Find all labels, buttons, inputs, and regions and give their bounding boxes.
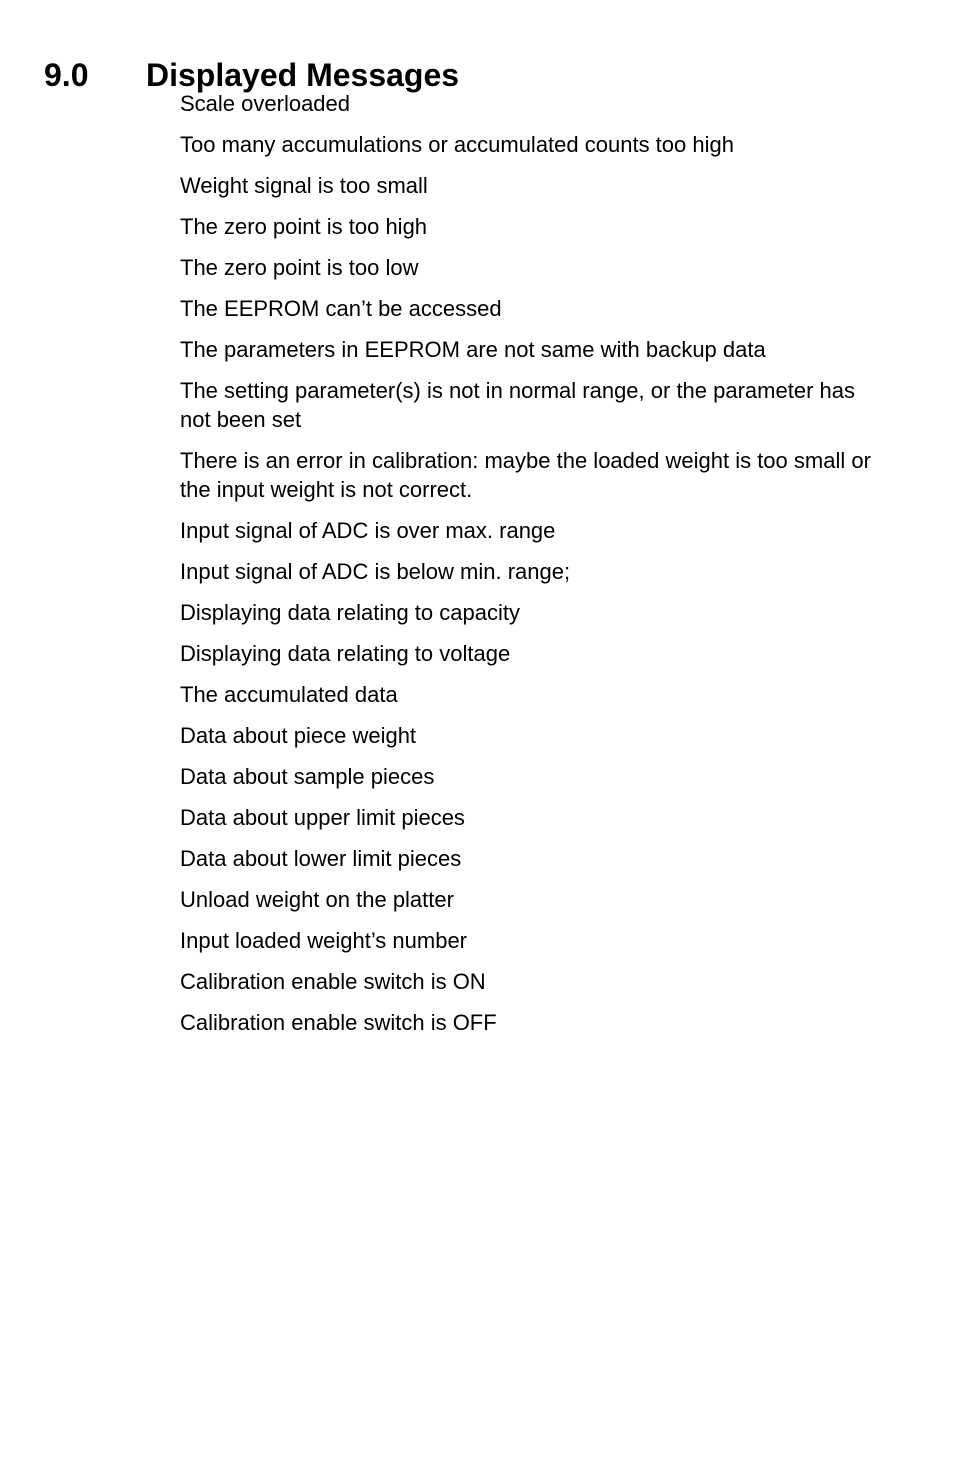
message-item: Calibration enable switch is ON bbox=[180, 969, 486, 994]
message-item: Scale overloaded bbox=[180, 91, 351, 116]
message-item: The accumulated data bbox=[180, 682, 398, 707]
message-item: Input signal of ADC is below min. range; bbox=[180, 559, 571, 584]
message-item: The zero point is too high bbox=[180, 214, 428, 239]
message-item: Weight signal is too small bbox=[180, 173, 428, 198]
message-item: Displaying data relating to voltage bbox=[180, 641, 511, 666]
message-item: Too many accumulations or accumulated counts too high bbox=[180, 132, 734, 157]
section-title: Displayed Messages bbox=[146, 57, 460, 94]
message-item: The parameters in EEPROM are not same with backup data bbox=[180, 337, 766, 362]
message-list bbox=[180, 89, 880, 1049]
section-number: 9.0 bbox=[44, 57, 89, 94]
message-item: Input loaded weight’s number bbox=[180, 928, 468, 953]
message-item: Data about sample pieces bbox=[180, 764, 435, 789]
message-item: Input signal of ADC is over max. range bbox=[180, 518, 556, 543]
message-item: The setting parameter(s) is not in normal range, or the parameter has not been set bbox=[180, 378, 855, 432]
message-item: There is an error in calibration: maybe the loaded weight is too small or the input weight is not correct. bbox=[180, 448, 871, 502]
message-item: The zero point is too low bbox=[180, 255, 419, 280]
message-item: Data about piece weight bbox=[180, 723, 417, 748]
message-item: Calibration enable switch is OFF bbox=[180, 1010, 497, 1035]
message-item: The EEPROM can’t be accessed bbox=[180, 296, 502, 321]
message-item: Unload weight on the platter bbox=[180, 887, 454, 912]
message-item: Displaying data relating to capacity bbox=[180, 600, 520, 625]
message-item: Data about lower limit pieces bbox=[180, 846, 462, 871]
message-item: Data about upper limit pieces bbox=[180, 805, 465, 830]
